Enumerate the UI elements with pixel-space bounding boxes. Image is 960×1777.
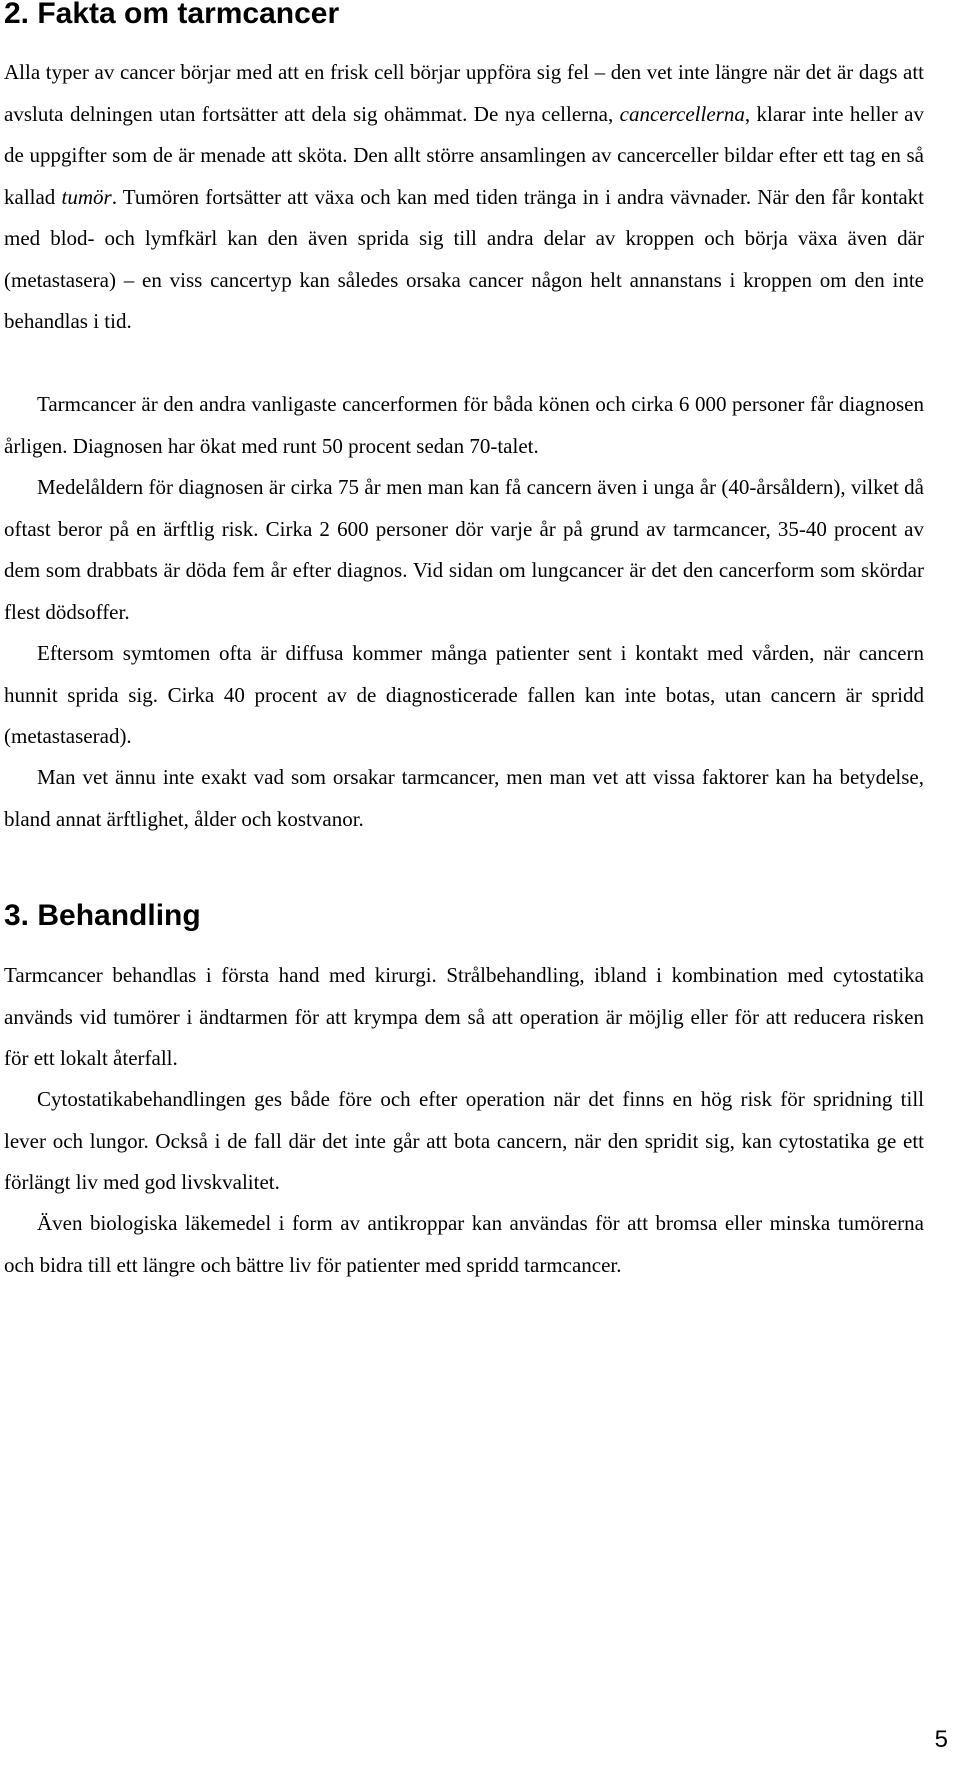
page-number: 5 — [934, 1726, 948, 1753]
paragraph-age: Medelåldern för diagnosen är cirka 75 år men man kan få cancern även i unga år (40-årsåldern), vilket då oftast beror på en ärftlig risk. Cirka 2 600 personer dör varje år på grund av tarmcancer, 35-40 procent av dem som drabbats är döda fem år efter diagnos. Vid sidan om lungcancer är det den cancerform som skördar flest dödsoffer. — [4, 475, 924, 624]
paragraph-biologics: Även biologiska läkemedel i form av antikroppar kan användas för att bromsa eller minska tumörerna och bidra till ett längre och bättre liv för patienter med spridd tarmcancer. — [4, 1211, 924, 1277]
paragraph-cytostatics: Cytostatikabehandlingen ges både före och efter operation när det finns en hög risk för spridning till lever och lungor. Också i de fall där det inte går att bota cancern, när den spridit sig, kan cytostatika ge ett förlängt liv med god livskvalitet. — [4, 1087, 924, 1194]
italic-term-cancercellerna: cancercellerna — [619, 101, 745, 126]
text-run: Alla typer av cancer börjar med att en frisk cell börjar uppföra sig fel – den vet inte längre när det är dags att avsluta delningen utan fortsätter att dela sig ohämmat. De nya cellerna, — [4, 60, 924, 126]
text-run: , klarar inte heller av de uppgifter som de är menade att sköta. Den allt större ansamlingen av cancerceller bildar efter ett tag en så kallad — [4, 101, 925, 209]
paragraph-causes: Man vet ännu inte exakt vad som orsakar tarmcancer, men man vet att vissa faktorer kan ha betydelse, bland annat ärftlighet, ålder och kostvanor. — [4, 765, 924, 831]
section-heading-fakta: 2. Fakta om tarmcancer — [4, 0, 340, 30]
paragraph-statistics: Tarmcancer är den andra vanligaste cancerformen för båda könen och cirka 6 000 personer får diagnosen årligen. Diagnosen har ökat med runt 50 procent sedan 70-talet. — [4, 392, 924, 458]
italic-term-tumor: tumör — [61, 184, 112, 209]
paragraph-surgery: Tarmcancer behandlas i första hand med kirurgi. Strålbehandling, ibland i kombination med cytostatika används vid tumörer i ändtarmen för att krympa dem så att operation är möjlig eller för att reducera risken för ett lokalt återfall. — [4, 963, 924, 1070]
section-heading-behandling: 3. Behandling — [4, 899, 201, 932]
paragraph-symptoms: Eftersom symtomen ofta är diffusa kommer många patienter sent i kontakt med vården, när cancern hunnit sprida sig. Cirka 40 procent av de diagnosticerade fallen kan inte botas, utan cancern är spridd (metastaserad). — [4, 641, 924, 748]
paragraph-intro — [4, 52, 924, 343]
text-run: . Tumören fortsätter att växa och kan med tiden tränga in i andra vävnader. När den får kontakt med blod- och lymfkärl kan den även sprida sig till andra delar av kroppen och börja växa även där (metastasera) – en viss cancertyp kan således orsaka cancer någon helt annanstans i kroppen om den inte behandlas i tid. — [4, 184, 925, 333]
